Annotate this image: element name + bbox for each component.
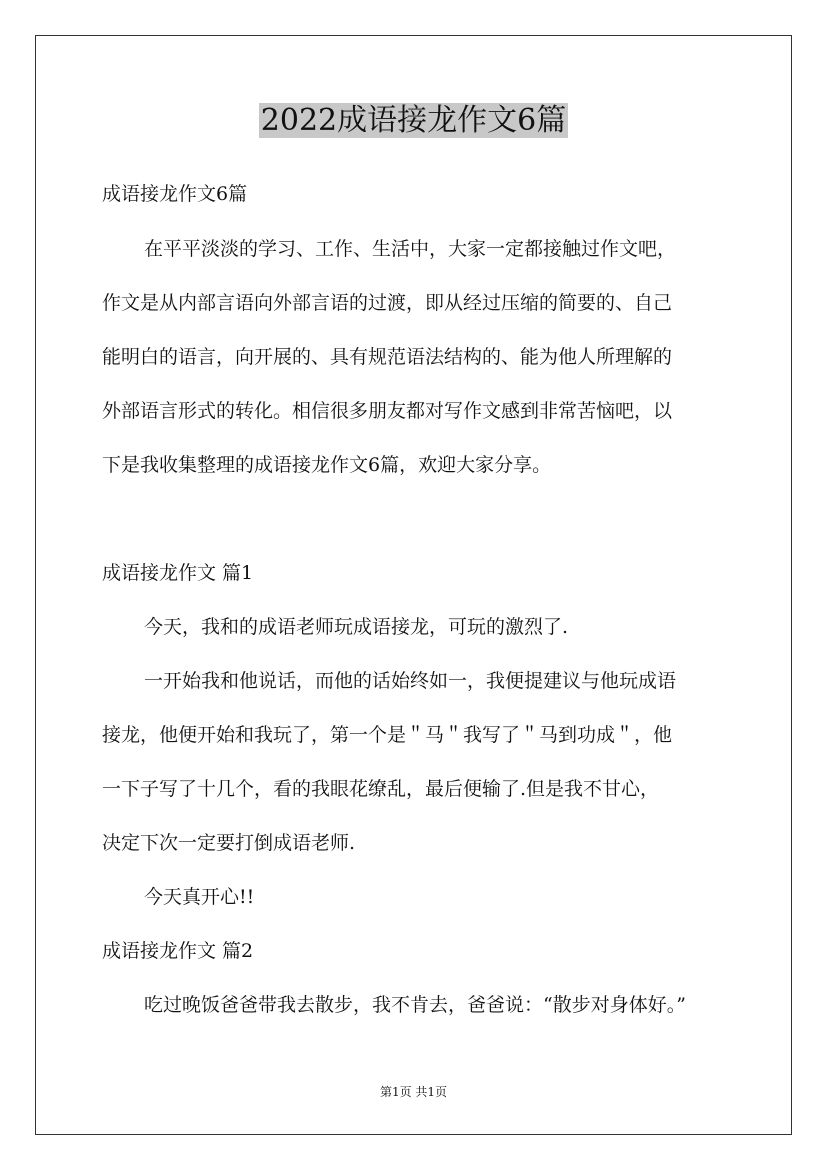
section-heading: 成语接龙作文 篇1 [102, 562, 254, 584]
document-title [0, 101, 827, 141]
paragraph-line: 接龙，他便开始和我玩了，第一个是＂马＂我写了＂马到功成＂，他 [102, 724, 673, 746]
intro-line: 外部语言形式的转化。相信很多朋友都对写作文感到非常苦恼吧，以 [102, 400, 673, 422]
paragraph-line: 吃过晚饭爸爸带我去散步，我不肯去，爸爸说：“散步对身体好。” [144, 994, 686, 1016]
paragraph-line: 一开始我和他说话，而他的话始终如一，我便提建议与他玩成语 [144, 670, 677, 692]
paragraph-line: 一下子写了十几个，看的我眼花缭乱，最后便输了.但是我不甘心， [102, 778, 660, 800]
document-subtitle: 成语接龙作文6篇 [102, 183, 248, 205]
intro-line: 下是我收集整理的成语接龙作文6篇，欢迎大家分享。 [102, 454, 552, 476]
intro-line: 在平平淡淡的学习、工作、生活中，大家一定都接触过作文吧， [144, 238, 677, 260]
intro-line: 作文是从内部言语向外部言语的过渡，即从经过压缩的简要的、自己 [102, 292, 673, 314]
paragraph-line: 今天真开心!! [144, 886, 255, 908]
paragraph-line: 决定下次一定要打倒成语老师. [102, 832, 356, 854]
paragraph-line: 今天，我和的成语老师玩成语接龙，可玩的激烈了. [144, 616, 569, 638]
section-heading: 成语接龙作文 篇2 [102, 940, 254, 962]
page-footer: 第1页 共1页 [379, 1085, 448, 1099]
document-title-text: 2022成语接龙作文6篇 [260, 103, 567, 138]
intro-line: 能明白的语言，向开展的、具有规范语法结构的、能为他人所理解的 [102, 346, 673, 368]
